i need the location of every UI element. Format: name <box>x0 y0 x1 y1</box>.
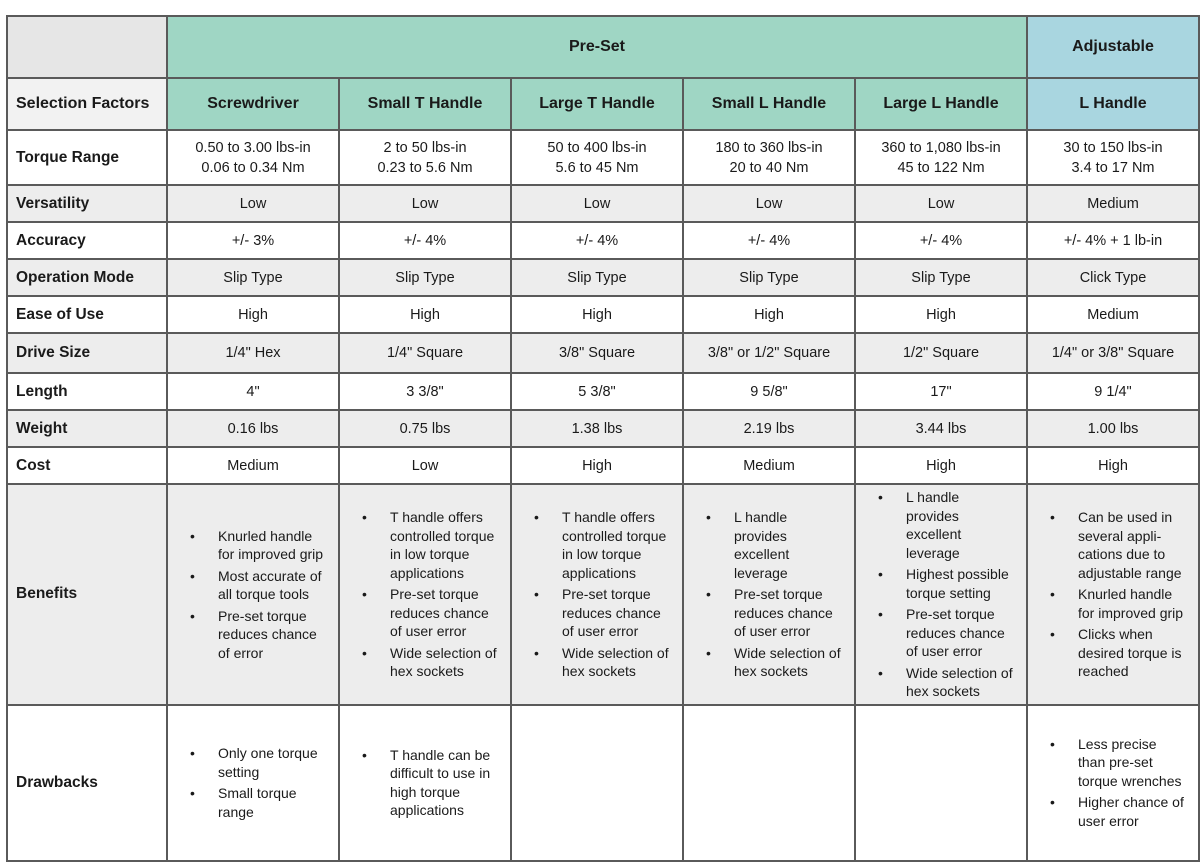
cell: 2 to 50 lbs-in 0.23 to 5.6 Nm <box>339 130 511 185</box>
group-header-row <box>7 16 1199 78</box>
cell <box>1027 705 1199 861</box>
row-ease-of-use <box>7 296 1199 333</box>
list-item: • Can be used in several appli-cations due to adjustable range <box>1050 508 1186 582</box>
cell: High <box>855 447 1027 484</box>
cell <box>855 705 1027 861</box>
row-cost <box>7 447 1199 484</box>
selection-factors-header: Selection Factors <box>7 78 167 130</box>
cell: 9 1/4" <box>1027 373 1199 410</box>
cell: 1/4" Square <box>339 333 511 373</box>
cell: Medium <box>683 447 855 484</box>
cell: High <box>511 447 683 484</box>
cell: 360 to 1,080 lbs-in 45 to 122 Nm <box>855 130 1027 185</box>
cell <box>511 705 683 861</box>
list-item: • Wide selection of hex sockets <box>878 664 1014 701</box>
group-preset: Pre-Set <box>167 16 1027 78</box>
cell: 17" <box>855 373 1027 410</box>
list-item: • L handle provides excellent leverage <box>878 488 1014 562</box>
row-torque-range <box>7 130 1199 185</box>
cell: +/- 3% <box>167 222 339 259</box>
cell <box>855 484 1027 705</box>
cell: 9 5/8" <box>683 373 855 410</box>
row-operation-mode <box>7 259 1199 296</box>
list-item: • L handle provides excellent leverage <box>706 508 842 582</box>
list-item: • T handle offers controlled torque in low torque applications <box>534 508 670 582</box>
cell: 0.16 lbs <box>167 410 339 447</box>
cell: Low <box>683 185 855 222</box>
row-label: Ease of Use <box>7 296 167 333</box>
bullet-list <box>862 488 1020 701</box>
row-drawbacks <box>7 705 1199 861</box>
cell: 0.75 lbs <box>339 410 511 447</box>
bullet-list <box>346 508 504 681</box>
row-versatility <box>7 185 1199 222</box>
cell: Slip Type <box>855 259 1027 296</box>
list-item: • Pre-set torque reduces chance of user error <box>362 585 498 641</box>
cell: Slip Type <box>167 259 339 296</box>
bullet-list <box>1034 508 1192 681</box>
cell <box>167 484 339 705</box>
cell: 0.50 to 3.00 lbs-in 0.06 to 0.34 Nm <box>167 130 339 185</box>
row-benefits <box>7 484 1199 705</box>
cell <box>339 705 511 861</box>
cell: 3/8" Square <box>511 333 683 373</box>
tool-screwdriver: Screwdriver <box>167 78 339 130</box>
list-item: • Pre-set torque reduces chance of error <box>190 607 326 663</box>
tool-l-handle: L Handle <box>1027 78 1199 130</box>
corner-cell <box>7 16 167 78</box>
list-item: • Wide selection of hex sockets <box>534 644 670 681</box>
cell: 50 to 400 lbs-in 5.6 to 45 Nm <box>511 130 683 185</box>
group-adjustable: Adjustable <box>1027 16 1199 78</box>
row-label: Benefits <box>7 484 167 705</box>
cell <box>339 484 511 705</box>
cell <box>167 705 339 861</box>
cell: +/- 4% + 1 lb-in <box>1027 222 1199 259</box>
cell: +/- 4% <box>683 222 855 259</box>
cell: Slip Type <box>511 259 683 296</box>
row-label: Versatility <box>7 185 167 222</box>
bullet-list <box>174 744 332 821</box>
list-item: • Small torque range <box>190 784 326 821</box>
cell: +/- 4% <box>339 222 511 259</box>
row-label: Accuracy <box>7 222 167 259</box>
list-item: • Pre-set torque reduces chance of user error <box>706 585 842 641</box>
cell: High <box>683 296 855 333</box>
cell: High <box>1027 447 1199 484</box>
cell: High <box>339 296 511 333</box>
cell: Slip Type <box>683 259 855 296</box>
tool-small-t-handle: Small T Handle <box>339 78 511 130</box>
list-item: • Clicks when desired torque is reached <box>1050 625 1186 681</box>
cell: Medium <box>1027 185 1199 222</box>
cell: 2.19 lbs <box>683 410 855 447</box>
list-item: • Pre-set torque reduces chance of user error <box>878 605 1014 661</box>
tool-large-t-handle: Large T Handle <box>511 78 683 130</box>
tool-small-l-handle: Small L Handle <box>683 78 855 130</box>
bullet-list <box>346 746 504 820</box>
list-item: • Most accurate of all torque tools <box>190 567 326 604</box>
list-item: • Knurled handle for improved grip <box>1050 585 1186 622</box>
bullet-list <box>174 527 332 663</box>
row-drive-size <box>7 333 1199 373</box>
cell: Medium <box>167 447 339 484</box>
row-label: Length <box>7 373 167 410</box>
tool-header-row <box>7 78 1199 130</box>
row-label: Cost <box>7 447 167 484</box>
cell: +/- 4% <box>855 222 1027 259</box>
row-label: Drive Size <box>7 333 167 373</box>
cell: Click Type <box>1027 259 1199 296</box>
cell: 180 to 360 lbs-in 20 to 40 Nm <box>683 130 855 185</box>
list-item: • Only one torque setting <box>190 744 326 781</box>
list-item: • Wide selection of hex sockets <box>706 644 842 681</box>
cell: 1.00 lbs <box>1027 410 1199 447</box>
cell <box>683 484 855 705</box>
row-length <box>7 373 1199 410</box>
list-item: • T handle can be difficult to use in high torque applications <box>362 746 498 820</box>
bullet-list <box>690 508 848 681</box>
cell: 3/8" or 1/2" Square <box>683 333 855 373</box>
cell: Low <box>167 185 339 222</box>
tool-large-l-handle: Large L Handle <box>855 78 1027 130</box>
bullet-list <box>1034 735 1192 831</box>
cell: 1/4" or 3/8" Square <box>1027 333 1199 373</box>
row-label: Torque Range <box>7 130 167 185</box>
cell: 4" <box>167 373 339 410</box>
list-item: • Highest possible torque setting <box>878 565 1014 602</box>
row-weight <box>7 410 1199 447</box>
cell: Low <box>339 185 511 222</box>
cell: 3 3/8" <box>339 373 511 410</box>
cell: +/- 4% <box>511 222 683 259</box>
list-item: • T handle offers controlled torque in low torque applications <box>362 508 498 582</box>
row-label: Operation Mode <box>7 259 167 296</box>
cell: 1.38 lbs <box>511 410 683 447</box>
cell: Medium <box>1027 296 1199 333</box>
cell: Low <box>855 185 1027 222</box>
row-label: Drawbacks <box>7 705 167 861</box>
cell: 3.44 lbs <box>855 410 1027 447</box>
list-item: • Less precise than pre-set torque wrenches <box>1050 735 1186 791</box>
torque-tool-comparison <box>6 15 1200 862</box>
cell: Low <box>339 447 511 484</box>
list-item: • Higher chance of user error <box>1050 793 1186 830</box>
cell: 1/4" Hex <box>167 333 339 373</box>
list-item: • Wide selection of hex sockets <box>362 644 498 681</box>
list-item: • Knurled handle for improved grip <box>190 527 326 564</box>
row-accuracy <box>7 222 1199 259</box>
cell <box>511 484 683 705</box>
comparison-table <box>6 15 1200 862</box>
cell: 5 3/8" <box>511 373 683 410</box>
cell: 30 to 150 lbs-in 3.4 to 17 Nm <box>1027 130 1199 185</box>
row-label: Weight <box>7 410 167 447</box>
cell <box>683 705 855 861</box>
bullet-list <box>518 508 676 681</box>
cell: High <box>511 296 683 333</box>
cell: High <box>167 296 339 333</box>
cell: High <box>855 296 1027 333</box>
cell: 1/2" Square <box>855 333 1027 373</box>
cell: Low <box>511 185 683 222</box>
cell <box>1027 484 1199 705</box>
cell: Slip Type <box>339 259 511 296</box>
list-item: • Pre-set torque reduces chance of user error <box>534 585 670 641</box>
